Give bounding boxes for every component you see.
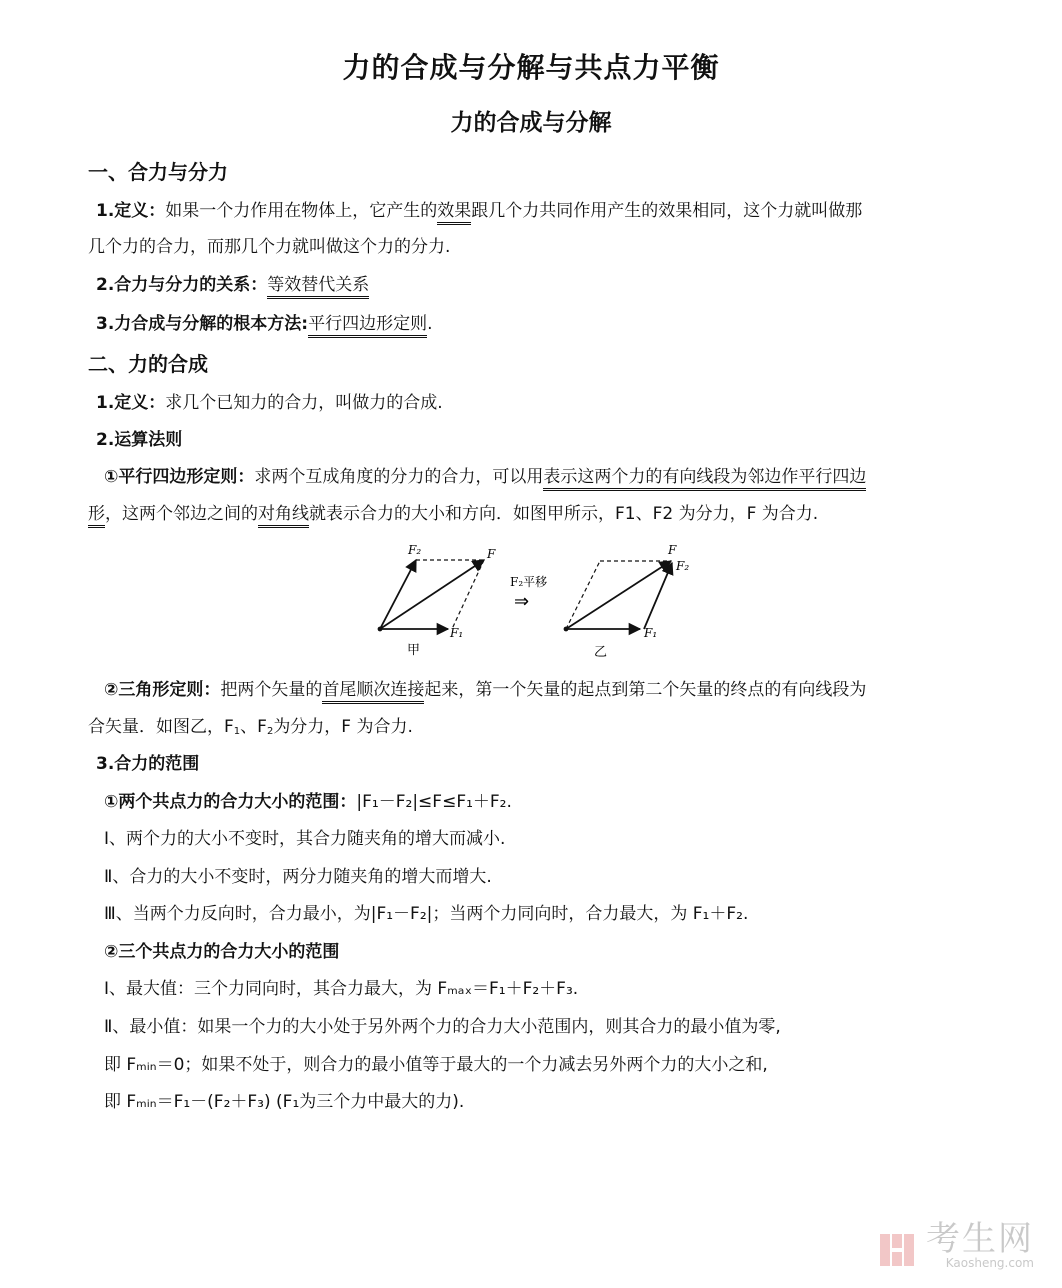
s1-method-underline: 平行四边形定则 [308,314,427,338]
jia-label-f1: F₁ [450,626,464,640]
s2-para-b: ，这两个邻边之间的 [105,504,258,524]
double-arrow-icon: ⇒ [514,591,530,612]
s1-method-line [96,312,433,336]
s2-min-line2: 即 Fₘᵢₙ＝0；如果不处于，则合力的最小值等于最大的一个力减去另外两个力的大小之和, [104,1055,768,1075]
s1-def-label: 1.定义： [96,201,166,221]
yi-caption: 乙 [594,645,608,660]
s2-tri-a: 把两个矢量的 [220,680,323,700]
figure-yi [564,543,690,660]
yi-label-f: F [668,543,677,557]
s2-tri-b: 起来，第一个矢量的起点到第二个矢量的终点的有向线段为 [424,680,867,700]
yi-f-arrow [566,561,671,629]
s2-rule-ii: Ⅱ、合力的大小不变时，两分力随夹角的增大而增大. [104,867,492,887]
s2-tri-c2: 、F [240,717,267,737]
s2-para-underline2: 形 [88,504,105,528]
s2-triangle-line1 [104,678,866,702]
s2-max-line: Ⅰ、最大值：三个力同向时，其合力最大，为 Fₘₐₓ＝F₁＋F₂＋F₃. [104,979,579,999]
yi-label-f2: F₂ [676,559,690,573]
section1-heading: 一、合力与分力 [88,160,228,184]
page-subtitle: 力的合成与分解 [450,110,612,136]
s2-two-label: ①两个共点力的合力大小的范围： [104,792,357,812]
s2-tri-c1: 合矢量．如图乙，F [88,717,234,737]
s2-two-formula: |F₁－F₂|≤F≤F₁＋F₂. [356,792,512,812]
jia-f2-arrow [380,560,416,629]
s2-rule-i: Ⅰ、两个力的大小不变时，其合力随夹角的增大而减小. [104,829,506,849]
figure-jia [378,543,496,658]
s1-definition-line1 [96,199,862,223]
s2-two-forces-line [104,790,512,814]
translate-f2-text: F₂平移 [510,575,548,589]
s2-para-label: ①平行四边形定则： [104,467,255,487]
watermark-subtext: Kaosheng.com [945,1256,1034,1270]
page-title: 力的合成与分解与共点力平衡 [342,51,720,84]
s1-method-label: 3.力合成与分解的根本方法: [96,314,309,334]
s1-relation-line [96,273,369,297]
s2-para-underline3: 对角线 [258,504,309,528]
jia-caption: 甲 [407,643,421,658]
s2-range-label: 3.合力的范围 [96,754,200,774]
s2-tri-label: ②三角形定则： [104,680,221,700]
jia-label-f: F [487,547,496,561]
s2-def-text: 求几个已知力的合力，叫做力的合成. [165,393,443,413]
s2-para-a: 求两个互成角度的分力的合力，可以用 [254,467,544,487]
s2-parallelogram-line1 [104,465,866,489]
yi-origin-point [564,627,569,632]
s2-min-line3: 即 Fₘᵢₙ＝F₁－(F₂＋F₃) (F₁为三个力中最大的力). [104,1092,465,1112]
parallelogram-triangle-diagram [360,538,700,663]
s2-definition-line [96,391,443,415]
s1-def-text-b: 跟几个力共同作用产生的效果相同，这个力就叫做那 [471,201,863,221]
s1-rel-label: 2.合力与分力的关系： [96,275,268,295]
kaosheng-watermark [878,1219,1034,1270]
s2-rule-iii: Ⅲ、当两个力反向时，合力最小，为|F₁－F₂|；当两个力同向时，合力最大，为 F₁＋F₂. [104,904,749,924]
yi-label-f1: F₁ [644,626,658,640]
s2-min-line1: Ⅱ、最小值：如果一个力的大小处于另外两个力的合力大小范围内，则其合力的最小值为零, [104,1017,781,1037]
s1-def-text-a: 如果一个力作用在物体上，它产生的 [165,201,438,221]
s2-three-label: ②三个共点力的合力大小的范围 [104,942,340,962]
s2-tri-underline: 首尾顺次连接 [322,680,424,704]
section2-heading: 二、力的合成 [88,352,208,376]
s2-rule-label: 2.运算法则 [96,430,183,450]
s1-def-text-c: 几个力的合力，而那几个力就叫做这个力的分力. [88,237,451,257]
yi-f2-arrow [644,563,672,629]
s2-para-c: 就表示合力的大小和方向．如图甲所示，F1、F2 为分力，F 为合力. [309,504,819,524]
s2-def-label: 1.定义： [96,393,166,413]
s2-triangle-line2: 合矢量．如图乙，$F_1$、$F_2$为分力，F 为合力. [88,717,413,737]
s1-rel-underline: 等效替代关系 [267,275,369,299]
force-diagram-figure [360,538,700,667]
jia-origin-point [378,627,383,632]
s2-parallelogram-line2 [88,502,818,526]
kaosheng-logo-icon [878,1230,918,1270]
s2-tri-c3: 为分力，F 为合力. [273,717,413,737]
watermark-text: 考生网 [926,1219,1034,1259]
s1-def-underline: 效果 [437,201,471,225]
s2-para-underline1: 表示这两个力的有向线段为邻边作平行四边 [543,467,866,491]
jia-label-f2: F₂ [408,543,422,557]
s1-method-end: . [427,314,433,334]
